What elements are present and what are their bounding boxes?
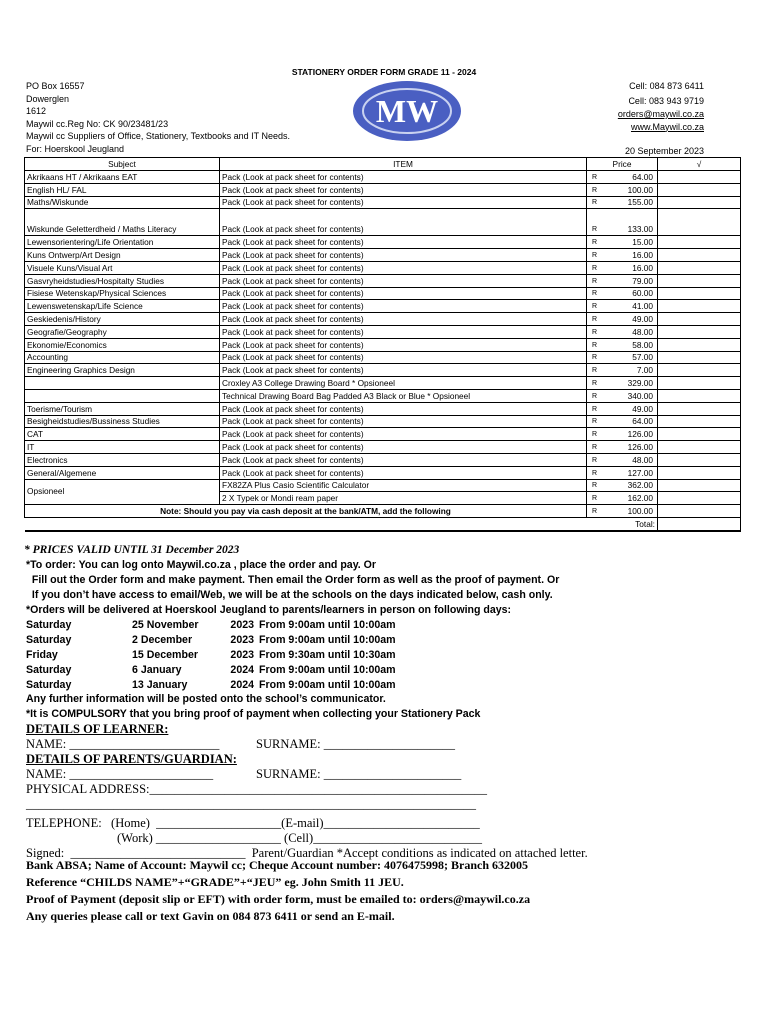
schedule-date: 2 December <box>132 633 193 646</box>
schedule-year: 2024 <box>230 678 254 691</box>
price-cell: 340.00 <box>601 389 658 402</box>
table-row <box>25 313 741 326</box>
price-cell: 49.00 <box>601 402 658 415</box>
tick-cell[interactable] <box>658 236 741 249</box>
note-row <box>25 505 741 518</box>
currency-cell: R <box>587 492 601 505</box>
order-table <box>24 157 741 532</box>
address-line: Maywil cc Suppliers of Office, Stationery, Textbooks and IT Needs. <box>26 131 290 141</box>
tick-cell[interactable] <box>658 249 741 262</box>
subject-cell: General/Algemene <box>25 466 220 479</box>
item-cell: Croxley A3 College Drawing Board * Opsioneel <box>220 377 587 390</box>
table-row <box>25 364 741 377</box>
schedule-year: 2023 <box>230 618 254 631</box>
item-cell: Pack (Look at pack sheet for contents) <box>220 428 587 441</box>
tick-cell[interactable] <box>658 300 741 313</box>
currency-cell: R <box>587 338 601 351</box>
table-row <box>25 249 741 262</box>
currency-cell: R <box>587 415 601 428</box>
subject-cell: Ekonomie/Economics <box>25 338 220 351</box>
schedule-date: 15 December <box>132 648 198 661</box>
tick-cell[interactable] <box>658 492 741 505</box>
delivery-schedule <box>26 617 396 692</box>
schedule-time: From 9:00am until 10:00am <box>259 633 396 646</box>
table-row <box>25 441 741 454</box>
price-cell: 162.00 <box>601 492 658 505</box>
tick-cell[interactable] <box>658 466 741 479</box>
item-cell: Pack (Look at pack sheet for contents) <box>220 274 587 287</box>
subject-header: Subject <box>25 158 220 171</box>
price-cell: 155.00 <box>601 196 658 209</box>
price-cell: 49.00 <box>601 313 658 326</box>
item-cell: Pack (Look at pack sheet for contents) <box>220 402 587 415</box>
currency-cell: R <box>587 183 601 196</box>
schedule-day: Friday <box>26 648 58 661</box>
learner-surname-field[interactable]: SURNAME: _____________________ <box>256 737 455 751</box>
table-row <box>25 209 741 236</box>
price-cell: 60.00 <box>601 287 658 300</box>
learner-row <box>26 737 588 752</box>
currency-cell: R <box>587 453 601 466</box>
info-line: If you don’t have access to email/Web, we will be at the schools on the days indicated below, cash only. <box>26 589 553 601</box>
form-title: STATIONERY ORDER FORM GRADE 11 - 2024 <box>291 67 477 77</box>
table-row <box>25 300 741 313</box>
table-row <box>25 351 741 364</box>
currency-cell: R <box>587 274 601 287</box>
queries-line: Any queries please call or text Gavin on 084 873 6411 or send an E-mail. <box>26 909 395 923</box>
price-cell: 64.00 <box>601 171 658 184</box>
physical-address-field[interactable]: PHYSICAL ADDRESS:______________________________________________________ <box>26 782 488 796</box>
schedule-row <box>26 617 396 632</box>
further-info: Any further information will be posted onto the school’s communicator. <box>26 693 386 705</box>
table-row <box>25 183 741 196</box>
address-line: Maywil cc.Reg No: CK 90/23481/23 <box>26 118 169 129</box>
subject-cell: Electronics <box>25 453 220 466</box>
subject-cell: Maths/Wiskunde <box>25 196 220 209</box>
address-line: PO Box 16557 <box>26 81 85 91</box>
parent-heading: DETAILS OF PARENTS/GUARDIAN: <box>26 752 237 766</box>
tick-cell[interactable] <box>658 505 741 518</box>
subject-cell: Besigheidstudies/Bussiness Studies <box>25 415 220 428</box>
web-link[interactable]: www.Maywil.co.za <box>630 121 704 132</box>
schedule-date: 25 November <box>132 618 199 631</box>
table-row <box>25 428 741 441</box>
currency-cell: R <box>587 466 601 479</box>
schedule-day: Saturday <box>26 618 72 631</box>
price-cell: 16.00 <box>601 261 658 274</box>
address-line: 1612 <box>26 106 47 116</box>
schedule-time: From 9:00am until 10:00am <box>259 618 396 631</box>
currency-cell: R <box>587 377 601 390</box>
tick-cell[interactable] <box>658 287 741 300</box>
subject-cell: IT <box>25 441 220 454</box>
currency-cell: R <box>587 479 601 492</box>
table-row <box>25 338 741 351</box>
price-cell: 329.00 <box>601 377 658 390</box>
tick-cell[interactable] <box>658 313 741 326</box>
price-cell: 7.00 <box>601 364 658 377</box>
schedule-time: From 9:00am until 10:00am <box>259 678 396 691</box>
maywil-logo <box>352 80 462 142</box>
schedule-year: 2023 <box>230 648 254 661</box>
contact-block <box>618 80 704 133</box>
currency-cell: R <box>587 209 601 236</box>
schedule-time: From 9:30am until 10:30am <box>259 648 396 661</box>
info-line: Fill out the Order form and make payment. Then email the Order form as well as the proof of payment. Or <box>26 574 560 586</box>
address-line: Dowerglen <box>26 93 70 104</box>
cell-1: Cell: 084 873 6411 <box>629 81 704 91</box>
compulsory-note: *It is COMPULSORY that you bring proof of payment when collecting your Stationery Pack <box>26 708 481 720</box>
details-form <box>26 722 588 861</box>
tick-header: √ <box>658 158 741 171</box>
price-cell: 133.00 <box>601 209 658 236</box>
price-cell: 48.00 <box>601 453 658 466</box>
tick-cell[interactable] <box>658 351 741 364</box>
tick-cell[interactable] <box>658 196 741 209</box>
subject-cell: CAT <box>25 428 220 441</box>
price-cell: 48.00 <box>601 325 658 338</box>
currency-cell: R <box>587 287 601 300</box>
subject-cell: Geografie/Geography <box>25 325 220 338</box>
tick-cell[interactable] <box>658 428 741 441</box>
item-cell: Pack (Look at pack sheet for contents) <box>220 338 587 351</box>
schedule-row <box>26 632 396 647</box>
tick-cell[interactable] <box>658 479 741 492</box>
table-row <box>25 466 741 479</box>
form-date: 20 September 2023 <box>624 146 704 156</box>
table-row <box>25 236 741 249</box>
item-cell: Pack (Look at pack sheet for contents) <box>220 453 587 466</box>
item-cell: Pack (Look at pack sheet for contents) <box>220 300 587 313</box>
info-block-2 <box>26 692 480 722</box>
bank-line: Bank ABSA; Name of Account: Maywil cc; Cheque Account number: 4076475998; Branch 632005 <box>26 858 528 872</box>
item-cell: Pack (Look at pack sheet for contents) <box>220 183 587 196</box>
parent-surname-field[interactable]: SURNAME: ______________________ <box>256 767 462 781</box>
item-cell: Pack (Look at pack sheet for contents) <box>220 466 587 479</box>
currency-cell: R <box>587 313 601 326</box>
table-row <box>25 274 741 287</box>
opsioneel-row <box>25 479 741 492</box>
currency-cell: R <box>587 441 601 454</box>
currency-cell: R <box>587 389 601 402</box>
cash-deposit-note: Note: Should you pay via cash deposit at the bank/ATM, add the following <box>25 505 587 518</box>
currency-cell: R <box>587 300 601 313</box>
tick-cell[interactable] <box>658 389 741 402</box>
currency-cell: R <box>587 236 601 249</box>
tick-cell[interactable] <box>658 364 741 377</box>
table-header-row <box>25 158 741 171</box>
subject-cell: Wiskunde Geletterdheid / Maths Literacy <box>25 209 220 236</box>
schedule-day: Saturday <box>26 678 72 691</box>
subject-cell: Geskiedenis/History <box>25 313 220 326</box>
item-cell: Pack (Look at pack sheet for contents) <box>220 415 587 428</box>
price-cell: 16.00 <box>601 249 658 262</box>
subject-cell <box>25 377 220 390</box>
table-row <box>25 261 741 274</box>
price-cell: 126.00 <box>601 428 658 441</box>
subject-cell <box>25 389 220 402</box>
item-cell: Pack (Look at pack sheet for contents) <box>220 209 587 236</box>
price-cell: 41.00 <box>601 300 658 313</box>
currency-cell: R <box>587 364 601 377</box>
tick-cell[interactable] <box>658 261 741 274</box>
info-line: *Orders will be delivered at Hoerskool Jeugland to parents/learners in person on following days: <box>26 604 512 616</box>
tick-cell[interactable] <box>658 171 741 184</box>
price-cell: 57.00 <box>601 351 658 364</box>
price-cell: 15.00 <box>601 236 658 249</box>
parent-row <box>26 767 588 782</box>
table-row <box>25 287 741 300</box>
tick-cell[interactable] <box>658 183 741 196</box>
schedule-date: 6 January <box>132 663 182 676</box>
tick-cell[interactable] <box>658 209 741 236</box>
item-cell: Pack (Look at pack sheet for contents) <box>220 249 587 262</box>
item-cell: Technical Drawing Board Bag Padded A3 Black or Blue * Opsioneel <box>220 389 587 402</box>
prices-valid: * PRICES VALID UNTIL 31 December 2023 <box>24 544 240 556</box>
currency-cell: R <box>587 505 601 518</box>
price-cell: 79.00 <box>601 274 658 287</box>
subject-cell: Lewenswetenskap/Life Science <box>25 300 220 313</box>
schedule-year: 2023 <box>230 633 254 646</box>
learner-heading: DETAILS OF LEARNER: <box>26 722 169 736</box>
parent-name-field[interactable]: NAME: _______________________ <box>26 767 214 781</box>
item-cell: Pack (Look at pack sheet for contents) <box>220 287 587 300</box>
learner-name-field[interactable]: NAME: ________________________ <box>26 737 220 751</box>
item-cell: Pack (Look at pack sheet for contents) <box>220 364 587 377</box>
info-block <box>26 558 766 618</box>
table-row <box>25 389 741 402</box>
work-cell-field[interactable]: (Work) ____________________ (Cell)___________________________ <box>117 831 482 845</box>
telephone-home-email-field[interactable]: TELEPHONE: (Home) ____________________(E-mail)_________________________ <box>26 816 480 830</box>
currency-cell: R <box>587 261 601 274</box>
subject-cell: Engineering Graphics Design <box>25 364 220 377</box>
table-row <box>25 196 741 209</box>
schedule-row <box>26 662 396 677</box>
currency-cell: R <box>587 351 601 364</box>
price-cell: 126.00 <box>601 441 658 454</box>
item-cell: Pack (Look at pack sheet for contents) <box>220 196 587 209</box>
table-row <box>25 453 741 466</box>
table-row <box>25 377 741 390</box>
total-cell[interactable] <box>658 517 741 530</box>
schedule-time: From 9:00am until 10:00am <box>259 663 396 676</box>
tick-cell[interactable] <box>658 415 741 428</box>
signature-field[interactable]: Signed: ____________________________ Parent/Guardian *Accept conditions as indicated on attached letter. <box>26 846 588 860</box>
subject-cell: Kuns Ontwerp/Art Design <box>25 249 220 262</box>
total-row <box>25 517 741 530</box>
subject-cell: Accounting <box>25 351 220 364</box>
schedule-day: Saturday <box>26 663 72 676</box>
currency-cell: R <box>587 428 601 441</box>
address-line: For: Hoerskool Jeugland <box>26 143 125 154</box>
item-cell: Pack (Look at pack sheet for contents) <box>220 171 587 184</box>
item-header: ITEM <box>220 158 587 171</box>
subject-cell: Gasvryheidstudies/Hospitalty Studies <box>25 274 220 287</box>
currency-cell: R <box>587 171 601 184</box>
email-link[interactable]: orders@maywil.co.za <box>617 109 704 119</box>
price-cell: 127.00 <box>601 466 658 479</box>
table-row <box>25 325 741 338</box>
price-cell: 64.00 <box>601 415 658 428</box>
currency-cell: R <box>587 402 601 415</box>
tick-cell[interactable] <box>658 377 741 390</box>
schedule-row <box>26 647 396 662</box>
schedule-year: 2024 <box>230 663 254 676</box>
subject-cell: English HL/ FAL <box>25 183 220 196</box>
table-row <box>25 415 741 428</box>
item-cell: Pack (Look at pack sheet for contents) <box>220 236 587 249</box>
proof-of-payment: Proof of Payment (deposit slip or EFT) with order form, must be emailed to: orders@maywil.co.za <box>26 892 531 906</box>
price-cell: 362.00 <box>601 479 658 492</box>
subject-cell: Lewensorientering/Life Orientation <box>25 236 220 249</box>
currency-cell: R <box>587 325 601 338</box>
tick-cell[interactable] <box>658 453 741 466</box>
tick-cell[interactable] <box>658 338 741 351</box>
schedule-day: Saturday <box>26 633 72 646</box>
subject-cell: Toerisme/Tourism <box>25 402 220 415</box>
item-cell: 2 X Typek or Mondi ream paper <box>220 492 587 505</box>
tick-cell[interactable] <box>658 274 741 287</box>
item-cell: FX82ZA Plus Casio Scientific Calculator <box>220 479 587 492</box>
info-line: *To order: You can log onto Maywil.co.za , place the order and pay. Or <box>26 559 377 571</box>
physical-address-line-2[interactable]: ________________________________________________________________________ <box>26 797 476 811</box>
opsioneel-subject: Opsioneel <box>25 479 220 505</box>
tick-cell[interactable] <box>658 402 741 415</box>
schedule-row <box>26 677 396 692</box>
item-cell: Pack (Look at pack sheet for contents) <box>220 441 587 454</box>
item-cell: Pack (Look at pack sheet for contents) <box>220 351 587 364</box>
bank-details <box>26 857 530 925</box>
subject-cell: Akrikaans HT / Akrikaans EAT <box>25 171 220 184</box>
table-row <box>25 171 741 184</box>
price-cell: 100.00 <box>601 505 658 518</box>
price-header: Price <box>587 158 658 171</box>
currency-cell: R <box>587 196 601 209</box>
price-cell: 58.00 <box>601 338 658 351</box>
item-cell: Pack (Look at pack sheet for contents) <box>220 261 587 274</box>
item-cell: Pack (Look at pack sheet for contents) <box>220 325 587 338</box>
tick-cell[interactable] <box>658 325 741 338</box>
total-label: Total: <box>25 517 658 530</box>
subject-cell: Visuele Kuns/Visual Art <box>25 261 220 274</box>
address-block <box>26 80 290 155</box>
logo-text: MW <box>375 93 439 129</box>
bank-reference: Reference “CHILDS NAME”+“GRADE”+“JEU” eg. John Smith 11 JEU. <box>26 875 404 889</box>
tick-cell[interactable] <box>658 441 741 454</box>
subject-cell: Fisiese Wetenskap/Physical Sciences <box>25 287 220 300</box>
table-row <box>25 402 741 415</box>
price-cell: 100.00 <box>601 183 658 196</box>
schedule-date: 13 January <box>132 678 188 691</box>
cell-2: Cell: 083 943 9719 <box>628 95 704 106</box>
currency-cell: R <box>587 249 601 262</box>
item-cell: Pack (Look at pack sheet for contents) <box>220 313 587 326</box>
